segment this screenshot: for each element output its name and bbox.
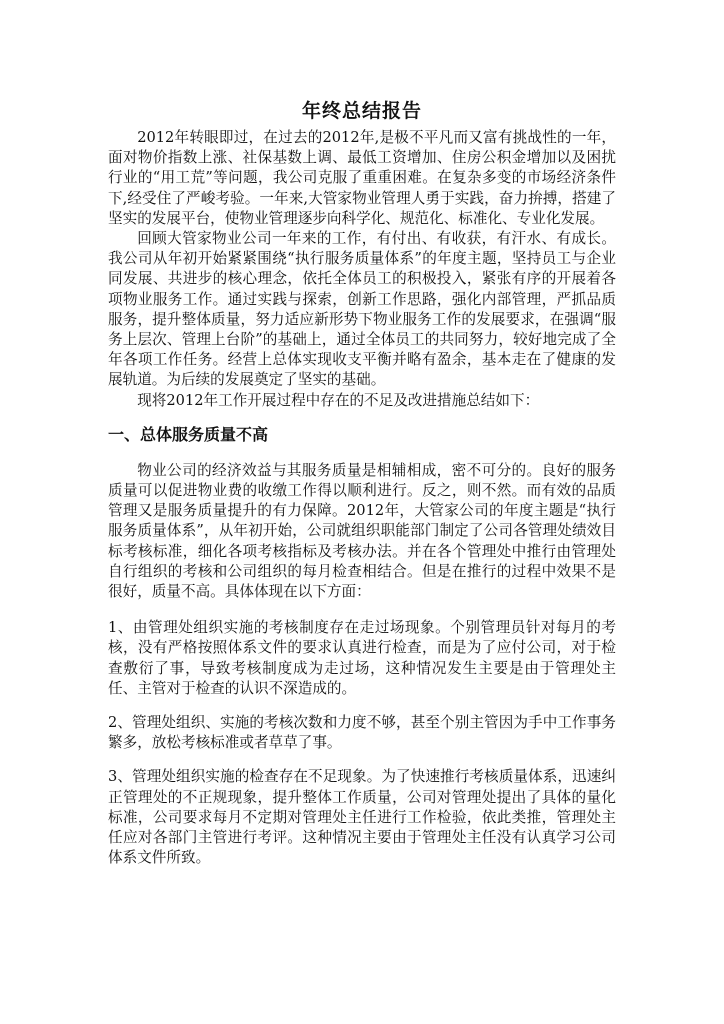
document-page	[108, 96, 616, 869]
intro-paragraph-1: 2012年转眼即过，在过去的2012年,是极不平凡而又富有挑战性的一年，面对物价指数上涨、社保基数上调、最低工资增加、住房公积金增加以及困扰行业的“用工荒”等问题，我公司克服了重重困难。在复杂多变的市场经济条件下,经受住了严峻考验。一年来,大管家物业管理人勇于实践，奋力拚搏，搭建了坚实的发展平台，使物业管理逐步向科学化、规范化、标准化、专业化发展。	[108, 129, 616, 227]
list-item-1: 1、由管理处组织实施的考核制度存在走过场现象。个别管理员针对每月的考核，没有严格按照体系文件的要求认真进行检查，而是为了应付公司，对于检查敷衍了事，导致考核制度成为走过场，这种情况发生主要是由于管理处主任、主管对于检查的认识不深造成的。	[108, 619, 616, 697]
intro-paragraph-2: 回顾大管家物业公司一年来的工作，有付出、有收获，有汗水、有成长。我公司从年初开始紧紧围绕“执行服务质量体系”的年度主题，坚持员工与企业同发展、共进步的核心理念，依托全体员工的积极投入，紧张有序的开展着各项物业服务工作。通过实践与探索，创新工作思路，强化内部管理，严抓品质服务，提升整体质量，努力适应新形势下物业服务工作的发展要求，在强调“服务上层次、管理上台阶”的基础上，通过全体员工的共同努力，较好地完成了全年各项工作任务。经营上总体实现收支平衡并略有盈余，基本走在了健康的发展轨道。为后续的发展奠定了坚实的基础。	[108, 230, 616, 389]
intro-paragraph-3: 现将2012年工作开展过程中存在的不足及改进措施总结如下：	[137, 391, 540, 409]
document-title: 年终总结报告	[301, 100, 422, 122]
section-paragraph-1: 物业公司的经济效益与其服务质量是相辅相成，密不可分的。良好的服务质量可以促进物业费的收缴工作得以顺利进行。反之，则不然。而有效的品质管理又是服务质量提升的有力保障。2012年，大管家公司的年度主题是“执行服务质量体系”，从年初开始，公司就组织职能部门制定了公司各管理处绩效目标考核标准，细化各项考核指标及考核办法。并在各个管理处中推行由管理处自行组织的考核和公司组织的每月检查相结合。但是在推行的过程中效果不是很好，质量不高。具体体现在以下方面：	[108, 461, 616, 601]
list-item-3: 3、管理处组织实施的检查存在不足现象。为了快速推行考核质量体系，迅速纠正管理处的不正规现象，提升整体工作质量，公司对管理处提出了具体的量化标准，公司要求每月不定期对管理处主任进行工作检验，依此类推，管理处主任应对各部门主管进行考评。这种情况主要由于管理处主任没有认真学习公司体系文件所致。	[108, 768, 616, 867]
list-item-2: 2、管理处组织、实施的考核次数和力度不够，甚至个别主管因为手中工作事务繁多，放松考核标准或者草草了事。	[108, 714, 616, 752]
section-heading-1: 一、总体服务质量不高	[108, 424, 269, 444]
paragraph-spacer	[108, 602, 616, 618]
